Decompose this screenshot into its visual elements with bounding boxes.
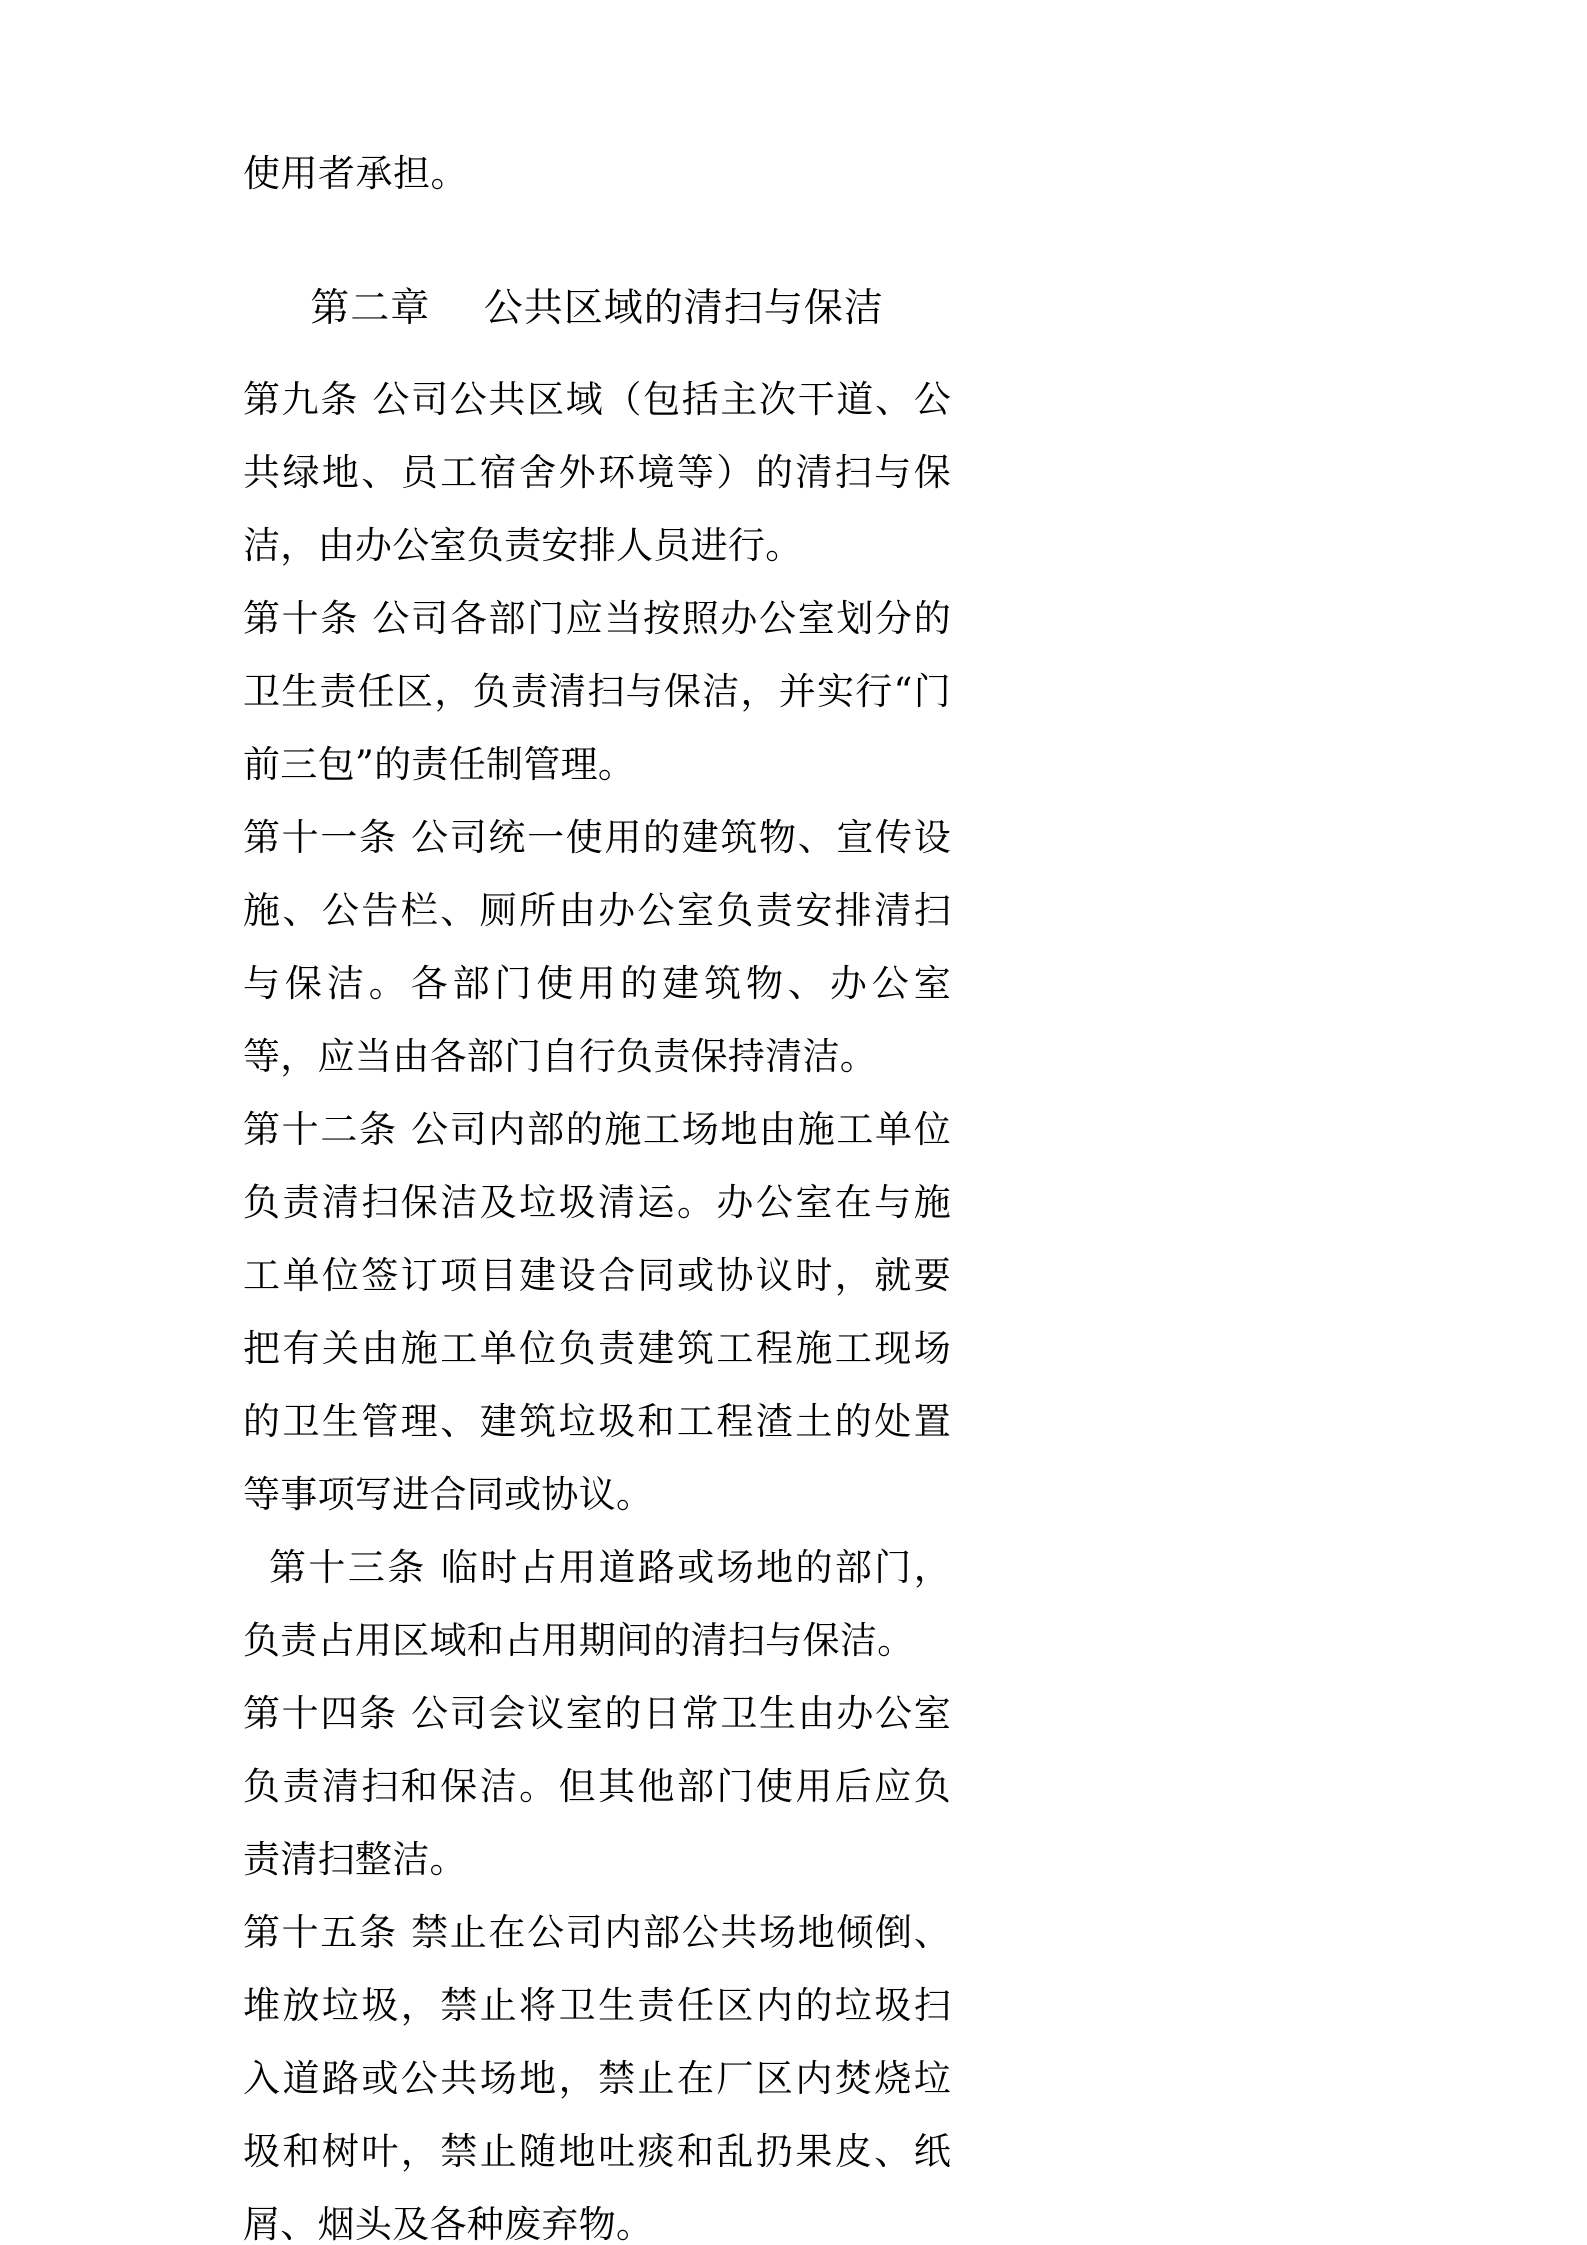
article-paragraph bbox=[243, 1093, 951, 1531]
article-paragraph bbox=[243, 1531, 951, 1677]
page-content bbox=[243, 0, 951, 2245]
article-paragraph bbox=[243, 801, 951, 1093]
article-label: 第十条 bbox=[243, 597, 373, 640]
article-body: 公司内部的施工场地由施工单位负责清扫保洁及垃圾清运。办公室在与施工单位签订项目建设合同或协议时，就要把有关由施工单位负责建筑工程施工现场的卫生管理、建筑垃圾和工程渣土的处置等事项写进合同或协议。 bbox=[243, 1108, 951, 1516]
article-paragraph bbox=[243, 582, 951, 801]
article-body: 临时占用道路或场地的部门，负责占用区域和占用期间的清扫与保洁。 bbox=[243, 1546, 952, 1662]
article-body: 禁止在公司内部公共场地倾倒、堆放垃圾，禁止将卫生责任区内的垃圾扫入道路或公共场地，禁止在厂区内焚烧垃圾和树叶，禁止随地吐痰和乱扔果皮、纸屑、烟头及各种废弃物。 bbox=[243, 1911, 951, 2245]
article-paragraph bbox=[243, 363, 951, 582]
article-label: 第十五条 bbox=[243, 1911, 412, 1954]
chapter-heading: 第二章 公共区域的清扫与保洁 bbox=[310, 286, 884, 331]
article-paragraph bbox=[243, 1677, 951, 1896]
opening-paragraph: 使用者承担。 bbox=[243, 152, 468, 195]
article-body: 公司公共区域（包括主次干道、公共绿地、员工宿舍外环境等）的清扫与保洁，由办公室负责安排人员进行。 bbox=[243, 378, 952, 567]
article-label: 第十三条 bbox=[269, 1546, 441, 1589]
article-label: 第十二条 bbox=[243, 1108, 412, 1151]
article-body: 公司各部门应当按照办公室划分的卫生责任区，负责清扫与保洁，并实行“门前三包”的责任制管理。 bbox=[243, 597, 952, 786]
article-label: 第十四条 bbox=[243, 1692, 412, 1735]
article-body: 公司会议室的日常卫生由办公室负责清扫和保洁。但其他部门使用后应负责清扫整洁。 bbox=[243, 1692, 951, 1881]
article-label: 第十一条 bbox=[243, 816, 412, 859]
article-body: 公司统一使用的建筑物、宣传设施、公告栏、厕所由办公室负责安排清扫与保洁。各部门使用的建筑物、办公室等，应当由各部门自行负责保持清洁。 bbox=[243, 816, 951, 1078]
article-paragraph bbox=[243, 1896, 951, 2245]
article-list bbox=[243, 363, 951, 2245]
article-label: 第九条 bbox=[243, 378, 373, 421]
